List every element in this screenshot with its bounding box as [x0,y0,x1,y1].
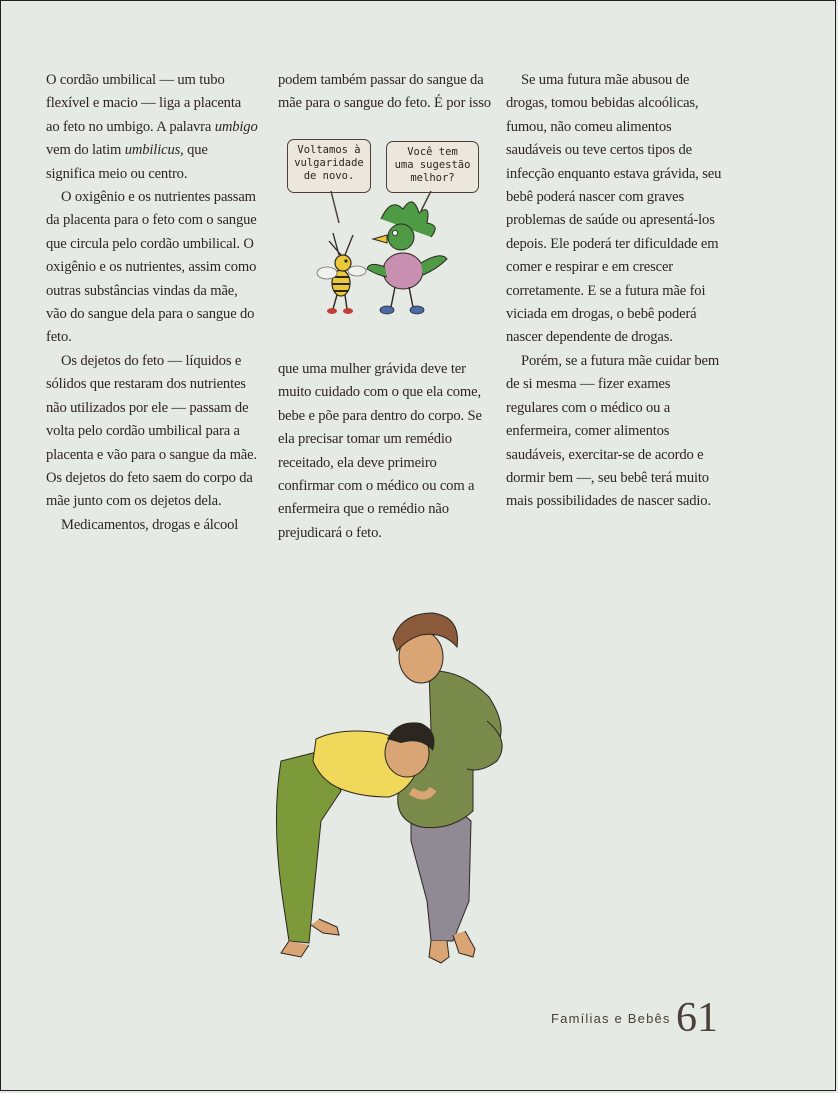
paragraph: que uma mulher grávida deve ter muito cuidado com o que ela come, bebe e põe para dentro do corpo. Se ela precisar tomar um remédio receitado, ela deve primeiro confirmar com o médico ou com a enfermeira que o remédio não prejudicará o feto. [278,361,482,541]
emphasis-umbilicus: umbilicus [124,142,181,159]
text-column-3 [506,69,724,514]
paragraph: Porém, se a futura mãe cuidar bem de si mesma — fizer exames regulares com o médico ou a enfermeira, comer alimentos saudáveis, exercitar-se de acordo e dormir bem —, seu bebê terá muito mais possibilidades de nascer sadio. [506,352,720,510]
book-title-footer: Famílias e Bebês [551,1011,671,1026]
speech-bubble-bird: Você tem uma sugestão melhor? [386,141,479,193]
text-column-1 [46,69,258,537]
paragraph: O oxigênio e os nutrientes passam da placenta para o feto com o sangue que circula pelo cordão umbilical. O oxigênio e os nutrientes, assim como outras substâncias vindas da mãe, vão do sangue dela para o sangue do feto. [46,189,257,346]
speech-bubble-bee: Voltamos à vulgaridade de novo. [287,139,371,193]
text-column-2-top [278,69,494,116]
pregnant-woman [393,613,502,963]
text-column-2-bottom [278,358,494,545]
paragraph: O cordão umbilical — um tubo flexível e macio — liga a placenta ao feto no umbigo. A palavra umbigo vem do latim umbilicus, que significa meio ou centro. [46,72,258,182]
paragraph: Medicamentos, drogas e álcool [61,516,239,533]
bird-character [367,202,447,314]
emphasis-umbigo: umbigo [214,118,258,135]
paragraph: podem também passar do sangue da mãe para o sangue do feto. É por isso [278,72,491,112]
paragraph: Se uma futura mãe abusou de drogas, tomou bebidas alcoólicas, fumou, não comeu alimentos saudáveis ou teve certos tipos de infecção enquanto estava grávida, seu bebê poderá nascer com graves problemas de saúde ou apresentá-los depois. Ele poderá ter dificuldade em comer e respirar e em crescer corretamente. E se a futura mãe foi viciada em drogas, o bebê poderá nascer dependente de drogas. [506,72,722,346]
bee-and-bird-cartoon [281,189,491,329]
page-number: 61 [676,995,718,1041]
paragraph: Os dejetos do feto — líquidos e sólidos que restaram dos nutrientes não utilizados por ele — passam de volta pelo cordão umbilical para a placenta e vão para o sangue da mãe. Os dejetos do feto saem do corpo da mãe junto com os dejetos dela. [46,352,257,510]
bee-character [317,233,366,314]
couple-illustration [261,601,521,981]
